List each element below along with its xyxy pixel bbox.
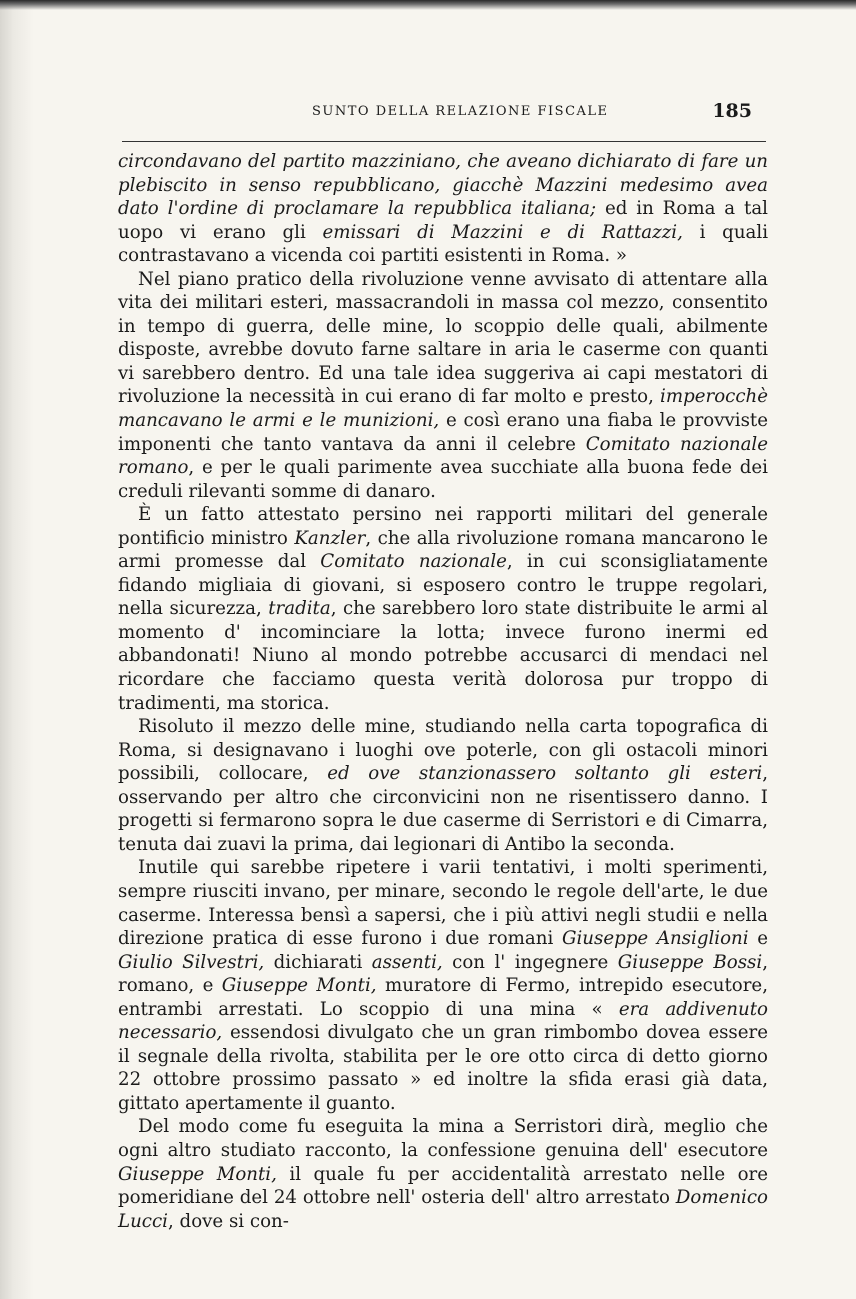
paragraph bbox=[118, 503, 768, 715]
text-run: era addivenuto necessario, bbox=[118, 998, 768, 1044]
text-run: , osservando per altro che circonvicini non ne risentissero danno. I progetti si fermarono sopra le due caserme di Serristori e di Cimarra, tenuta dai zuavi la prima, dai legionari di Antibo la seconda. bbox=[118, 763, 768, 855]
text-run: Comitato nazionale bbox=[320, 551, 507, 573]
text-run: Del modo come fu eseguita la mina a Serristori dirà, meglio che ogni altro studiato racconto, la confessione genuina dell' esecutore bbox=[118, 1116, 768, 1161]
text-run: i quali contrastavano a vicenda coi partiti esistenti in Roma. » bbox=[118, 221, 769, 267]
text-run: , che alla rivoluzione romana mancarono le armi promesse dal bbox=[118, 527, 768, 573]
text-run: emissari di Mazzini e di Rattazzi, bbox=[322, 221, 683, 243]
text-run: , in cui sconsigliatamente fidando migliaia di giovani, si esposero contro le truppe regolari, nella sicurezza, bbox=[118, 551, 768, 620]
paragraph bbox=[118, 150, 768, 268]
text-run: Giuseppe Bossi bbox=[617, 951, 763, 973]
running-head: SUNTO DELLA RELAZIONE FISCALE bbox=[312, 104, 609, 119]
text-run: Giuseppe Monti, bbox=[221, 975, 377, 997]
text-run: il quale fu per accidentalità arrestato nelle ore pomeridiane del 24 ottobre nell' osteria dell' altro arrestato bbox=[118, 1163, 768, 1209]
text-run: assenti, bbox=[371, 951, 443, 973]
text-run: Giuseppe Ansiglioni bbox=[561, 928, 749, 950]
text-run: Inutile qui sarebbe ripetere i varii tentativi, i molti sperimenti, sempre riusciti invano, per minare, secondo le regole dell'arte, le due caserme. Interessa bensì a sapersi, che i più attivi negli studii e nella direzione pratica di esse furono i due romani bbox=[118, 857, 768, 950]
text-run: È un fatto attestato persino nei rapporti militari del generale pontificio ministro bbox=[118, 504, 768, 549]
text-run: imperocchè mancavano le armi e le munizioni, bbox=[118, 386, 768, 432]
text-run: , che sarebbero loro state distribuite le armi al momento d' incominciare la lotta; invece furono inermi ed abbandonati! Niuno al mondo potrebbe accusarci di mendaci nel ricordare che facciamo questa verità dolorosa pur troppo di tradimenti, ma storica. bbox=[118, 598, 768, 714]
text-run: e così erano una fiaba le provviste imponenti che tanto vantava da anni il celebre bbox=[118, 410, 768, 455]
text-run: ed ove stanzionassero soltanto gli esteri bbox=[327, 763, 763, 785]
page-header bbox=[122, 100, 762, 126]
text-run: Comitato nazionale romano bbox=[118, 433, 768, 479]
paragraph bbox=[118, 715, 768, 856]
paragraph bbox=[118, 268, 768, 503]
text-run: , dove si con- bbox=[167, 1210, 289, 1232]
text-run: Kanzler bbox=[294, 527, 366, 549]
text-run: circondavano del partito mazziniano, che aveano dichiarato di fare un plebiscito in senso repubblicano, giacchè Mazzini medesimo avea dato l'ordine di proclamare la repubblica italiana; bbox=[118, 151, 768, 220]
text-run: Risoluto il mezzo delle mine, studiando nella carta topografica di Roma, si designavano i luoghi ove poterle, con gli ostacoli minori possibili, collocare, bbox=[118, 716, 768, 785]
paragraph bbox=[118, 1115, 768, 1233]
text-run: tradita bbox=[268, 598, 331, 620]
text-run: ed in Roma a tal uopo vi erano gli bbox=[118, 198, 768, 243]
text-run: Nel piano pratico della rivoluzione venne avvisato di attentare alla vita dei militari esteri, massacrandoli in massa col mezzo, consentito in tempo di guerra, delle mine, lo scoppio delle quali, abilmente disposte, avrebbe dovuto farne saltare in aria le caserme con quanti vi sarebbero dentro. Ed una tale idea suggeriva ai capi mestatori di rivoluzione la necessità in cui erano di far molto e presto, bbox=[118, 268, 768, 408]
page-body bbox=[118, 150, 768, 1233]
text-run: con l' ingegnere bbox=[442, 951, 618, 973]
text-run: essendosi divulgato che un gran rimbombo dovea essere il segnale della rivolta, stabilita per le ore otto circa di detto giorno 22 ottobre prossimo passato » ed inoltre la sfida erasi già data, gittato apertamente il guanto. bbox=[118, 1022, 768, 1114]
paragraph bbox=[118, 856, 768, 1115]
text-run: Domenico Lucci bbox=[118, 1187, 768, 1232]
text-run: dichiarati bbox=[264, 951, 372, 973]
scan-margin-shadow bbox=[0, 0, 34, 1299]
text-run: muratore di Fermo, intrepido esecutore, entrambi arrestati. Lo scoppio di una mina « bbox=[118, 975, 768, 1020]
text-run: , romano, e bbox=[118, 951, 768, 997]
text-run: , e per le quali parimente avea succhiate alla buona fede dei creduli rilevanti somme di danaro. bbox=[118, 457, 768, 502]
text-run: e bbox=[748, 928, 768, 950]
page-number: 185 bbox=[712, 100, 752, 122]
scan-top-edge bbox=[0, 0, 856, 10]
text-run: Giulio Silvestri, bbox=[118, 951, 265, 973]
text-run: Giuseppe Monti, bbox=[118, 1163, 277, 1185]
header-rule bbox=[122, 141, 766, 142]
